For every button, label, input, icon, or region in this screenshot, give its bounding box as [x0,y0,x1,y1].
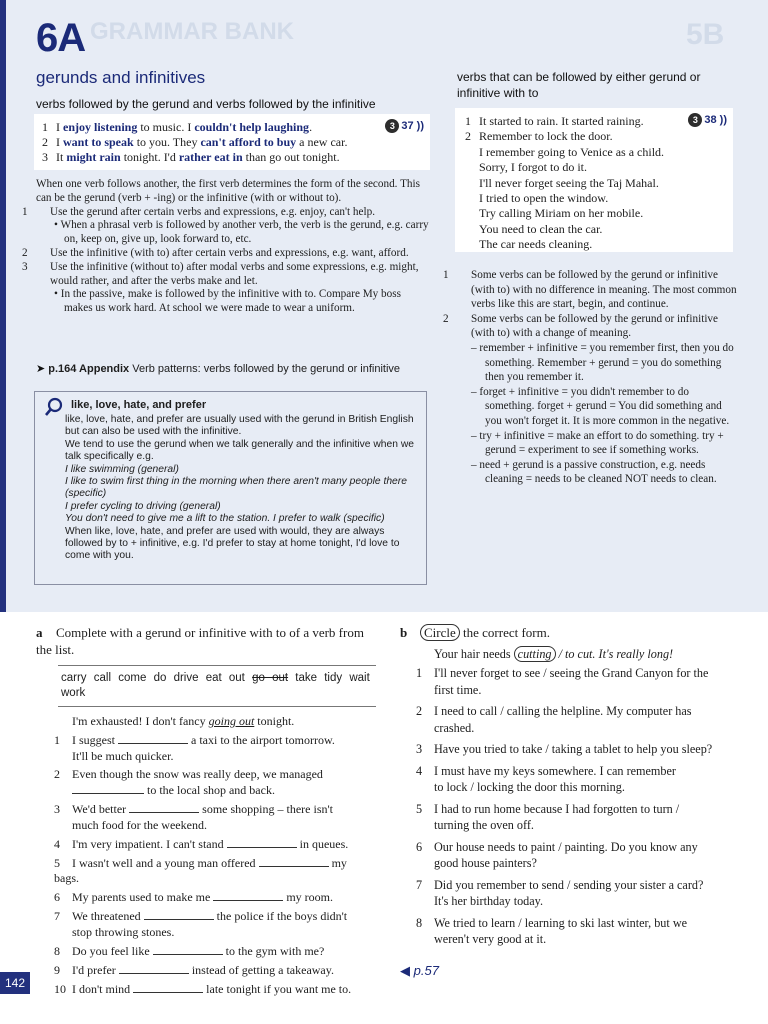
word-bank-item: drive [173,672,199,684]
example-highlight: rather eat in [178,150,243,164]
exercise-item [416,665,741,698]
example-line [42,120,347,135]
tip-line: I like to swim first thing in the morning when there aren't many people there (specific) [65,476,407,500]
section-title: gerunds and infinitives [36,68,206,87]
rule-1: 1 Use the gerund after certain verbs and expressions, e.g. enjoy, can't help. [22,205,375,218]
magnifier-icon [43,396,65,418]
word-bank-item: wait [349,672,370,684]
item-continuation: crashed. [434,720,475,735]
item-continuation: much food for the weekend. [72,817,207,832]
item-text: I must have my keys somewhere. I can remember [434,763,676,778]
item-number: 8 [54,943,60,958]
example-number: 1 [42,120,48,134]
rule-3: 3 Use the infinitive (without to) after modal verbs and some expressions, e.g. might, would rather, and after the verbs make and let. [22,260,419,287]
left-rules [22,178,430,316]
example-highlight: want to speak [63,135,134,149]
example-line: I remember going to Venice as a child. [479,144,665,159]
answer-blank[interactable] [144,908,214,920]
tip-body [65,414,423,563]
item-text: I'll never forget to see / seeing the Grand Canyon for the [434,666,709,680]
exercise-item: 3 We'd better some shopping – there isn't much food for the weekend. [54,802,333,832]
right-example-1: 1 It started to rain. It started raining. [465,114,644,128]
example-line: You need to clean the car. [479,221,603,236]
left-example-list [42,120,347,165]
item-continuation: It's her birthday today. [434,894,544,908]
tip-line: I prefer cycling to driving (general) [65,500,221,512]
left-subhead: verbs followed by the gerund and verbs followed by the infinitive [36,97,376,111]
example-text: . [309,120,313,134]
page-number: 142 [0,972,30,994]
item-number: 7 [54,909,60,923]
example-text: I [56,120,63,134]
item-number: 10 [54,981,66,996]
exercise-item [416,741,741,758]
word-bank-item: come [118,672,147,684]
audio-track: 38 [704,114,717,126]
item-number: 1 [416,666,423,680]
word-bank [58,665,376,707]
tip-title: like, love, hate, and prefer [71,399,207,411]
example-text: to you. They [133,135,201,149]
answer-blank[interactable] [227,836,297,848]
exercise-item: 4 I'm very impatient. I can't stand in queues. [54,836,349,851]
right-rules [443,268,737,487]
answer-blank[interactable] [213,889,283,901]
exercise-item: 1 I suggest a taxi to the airport tomorrow. It'll be much quicker. [54,733,335,763]
dash-item: – forget + infinitive = you didn't remember to do something. forget + gerund = You did something and you won't forget it. It is more common in the negative. [471,385,730,427]
example-highlight: couldn't help laughing [194,120,310,134]
exercise-item [416,877,741,910]
example-text: to music. I [137,120,195,134]
example-answer: going out [208,714,255,728]
word-bank-item: do [153,672,167,684]
example-line [42,135,347,150]
audio-ref[interactable]: 3 37 )) [385,119,424,133]
item-continuation: It'll be much quicker. [72,748,174,763]
item-number: 9 [54,962,60,977]
word-bank-item: take [295,672,318,684]
exercise-item: 10 I don't mind late tonight if you want me to. [54,981,352,996]
right-rule-2: 2 Some verbs can be followed by the gerund or infinitive (with to) with a change of meaning. [443,312,718,340]
word-bank-item: call [93,672,112,684]
answer-blank[interactable] [129,801,199,813]
example-highlight: enjoy listening [63,120,138,134]
item-text: I had to run home because I had forgotten to turn / [434,801,680,816]
exercise-b-list [416,646,741,953]
example-line: Remember to lock the door. [479,129,613,144]
item-continuation: to lock / locking the door this morning. [434,780,625,794]
exercise-item: 6 My parents used to make me my room. [54,890,333,904]
answer-blank[interactable] [119,962,189,974]
item-number: 2 [416,704,423,718]
tip-line: like, love, hate, and prefer are usually used with the gerund in British English but can also be used with the infinitive. [65,414,414,438]
example-text: tonight. I'd [120,150,179,164]
exercise-b-example: Your hair needs cutting / to cut. It's really long! [434,647,674,661]
word-bank-item: tidy [324,672,343,684]
exercise-item [416,839,741,872]
example-highlight: can't afford to buy [200,135,297,149]
word-bank-item: carry [61,672,87,684]
example-number: 2 [42,135,48,149]
item-number: 2 [54,766,60,781]
tip-line: I like swimming (general) [65,463,179,475]
item-number: 7 [416,877,423,892]
right-rule-1: 1 Some verbs can be followed by the gerund or infinitive (with to) with no difference in meaning. The most common verbs like this are start, begin, and continue. [443,269,737,311]
arrow-left-icon: ◀ [400,963,410,978]
right-example-list [465,114,664,253]
tip-line: You don't need to give me a lift to the station. I prefer to walk (specific) [65,513,385,525]
exercise-b-instruction: b Circle the correct form. [400,625,550,640]
item-text: I need to call / calling the helpline. My computer has [434,704,692,718]
exercise-a-example: I'm exhausted! I don't fancy going out tonight. [72,714,295,728]
tip-box [34,391,427,585]
answer-blank[interactable] [118,732,188,744]
item-text: We tried to learn / learning to ski last winter, but we [434,915,688,930]
exercise-a-list [54,714,374,1000]
example-line: Sorry, I forgot to do it. [479,160,587,175]
item-number: 8 [416,915,423,930]
word-bank-item: work [61,687,86,699]
right-example-2: 2 Remember to lock the door. I remember going to Venice as a child. Sorry, I forgot to do it. I'll never forget seeing the Taj Mahal. I tried to open the window. Try calling Miriam on her mobile. You need to clean the car. The car needs cleaning. [465,129,665,252]
appendix-link[interactable]: ➤ p.164 Appendix Verb patterns: verbs followed by the gerund or infinitive [36,363,401,375]
example-text: I [56,135,63,149]
exercise-item: 9 I'd prefer instead of getting a takeaway. [54,962,334,977]
item-continuation: turning the oven off. [434,818,534,832]
dash-item: – need + gerund is a passive construction, e.g. needs cleaning = needs to be cleaned NOT needs to clean. [471,458,717,486]
audio-disc-icon: 3 [385,119,399,133]
dash-item: – remember + infinitive = you remember first, then you do something. Remember + gerund = you do something then you remember it. [471,341,734,384]
item-number: 5 [54,855,60,870]
example-line [42,150,347,165]
right-subhead: verbs that can be followed by either gerund or infinitive with to [457,70,701,100]
item-continuation: good house painters? [434,856,537,870]
exercise-item: 2 Even though the snow was really deep, we managed to the local shop and back. [54,766,323,797]
exercise-item: 5 I wasn't well and a young man offered my bags. [54,855,347,885]
word-bank-item: go out [252,672,289,684]
item-number: 6 [416,839,423,854]
intro-text: When one verb follows another, the first verb determines the form of the second. This can be the gerund (verb + -ing) or the infinitive (with or without to). [36,178,420,204]
unit-tag: 6A [36,16,86,60]
audio-track: 37 [401,120,414,132]
rule-2: 2 Use the infinitive (with to) after certain verbs and expressions, e.g. want, afford. [22,246,409,259]
exercise-item [416,763,741,796]
word-bank-item: eat out [205,672,245,684]
left-example-box [34,114,430,170]
exercise-item: 7 We threatened the police if the boys didn't stop throwing stones. [54,909,348,939]
example-line: The car needs cleaning. [479,237,593,252]
item-number: 5 [416,801,423,816]
dash-list [457,341,737,487]
item-text: Have you tried to take / taking a tablet to help you sleep? [434,742,713,756]
example-text: than go out tonight. [242,150,340,164]
example-line: Try calling Miriam on her mobile. [479,206,644,221]
example-text: It [56,150,67,164]
item-number: 1 [54,733,60,747]
right-example-box [455,108,733,252]
dash-item: – try + infinitive = make an effort to do something. try + gerund = experiment to see if something works. [471,429,724,457]
ghost-heading: GRAMMAR BANK [90,18,294,45]
page-spine-bar [0,0,6,612]
item-number: 3 [416,742,423,756]
rule-1-bullet: • When a phrasal verb is followed by another verb, the verb is the gerund, e.g. carry on, keep on, give up, look forward to, etc. [54,219,429,246]
answer-blank[interactable] [72,782,144,794]
exercise-item [416,703,741,736]
exercise-item: 8 Do you feel like to the gym with me? [54,943,325,958]
example-highlight: might rain [66,150,121,164]
rule-3-bullet: • In the passive, make is followed by the infinitive with to. Compare My boss makes us work hard. At school we were made to wear a uniform. [54,288,401,315]
tip-line: When like, love, hate, and prefer are used with would, they are always followed by to + infinitive, e.g. I'd prefer to stay at home tonight, I'd love to come with you. [65,525,400,562]
example-line: I'll never forget seeing the Taj Mahal. [479,175,659,190]
answer-blank[interactable] [153,943,223,955]
audio-disc-icon: 3 [688,113,702,127]
item-text: Our house needs to paint / painting. Do you know any [434,839,698,854]
item-continuation: weren't very good at it. [434,932,547,946]
arrow-right-icon: ➤ [36,363,46,375]
example-line: I tried to open the window. [479,191,609,206]
ghost-unit-tag: 5B [686,18,725,51]
back-link[interactable]: ◀ p.57 [400,963,439,978]
tip-line: We tend to use the gerund when we talk generally and the infinitive when we talk specifically e.g. [65,438,414,463]
exercise-a-instruction: a Complete with a gerund or infinitive with to of a verb from the list. [36,625,364,657]
item-number: 4 [54,836,60,851]
example-text: a new car. [296,135,348,149]
audio-ref-2[interactable]: 3 38 )) [688,113,727,127]
exercise-item [416,801,741,834]
item-number: 4 [416,763,423,778]
item-continuation: first time. [434,682,482,697]
item-text: Did you remember to send / sending your sister a card? [434,877,704,892]
item-number: 6 [54,890,60,904]
item-number: 3 [54,802,60,816]
example-number: 3 [42,150,48,164]
answer-blank[interactable] [259,855,329,867]
answer-blank[interactable] [133,981,203,993]
item-continuation: stop throwing stones. [72,924,175,939]
exercise-item [416,915,741,948]
